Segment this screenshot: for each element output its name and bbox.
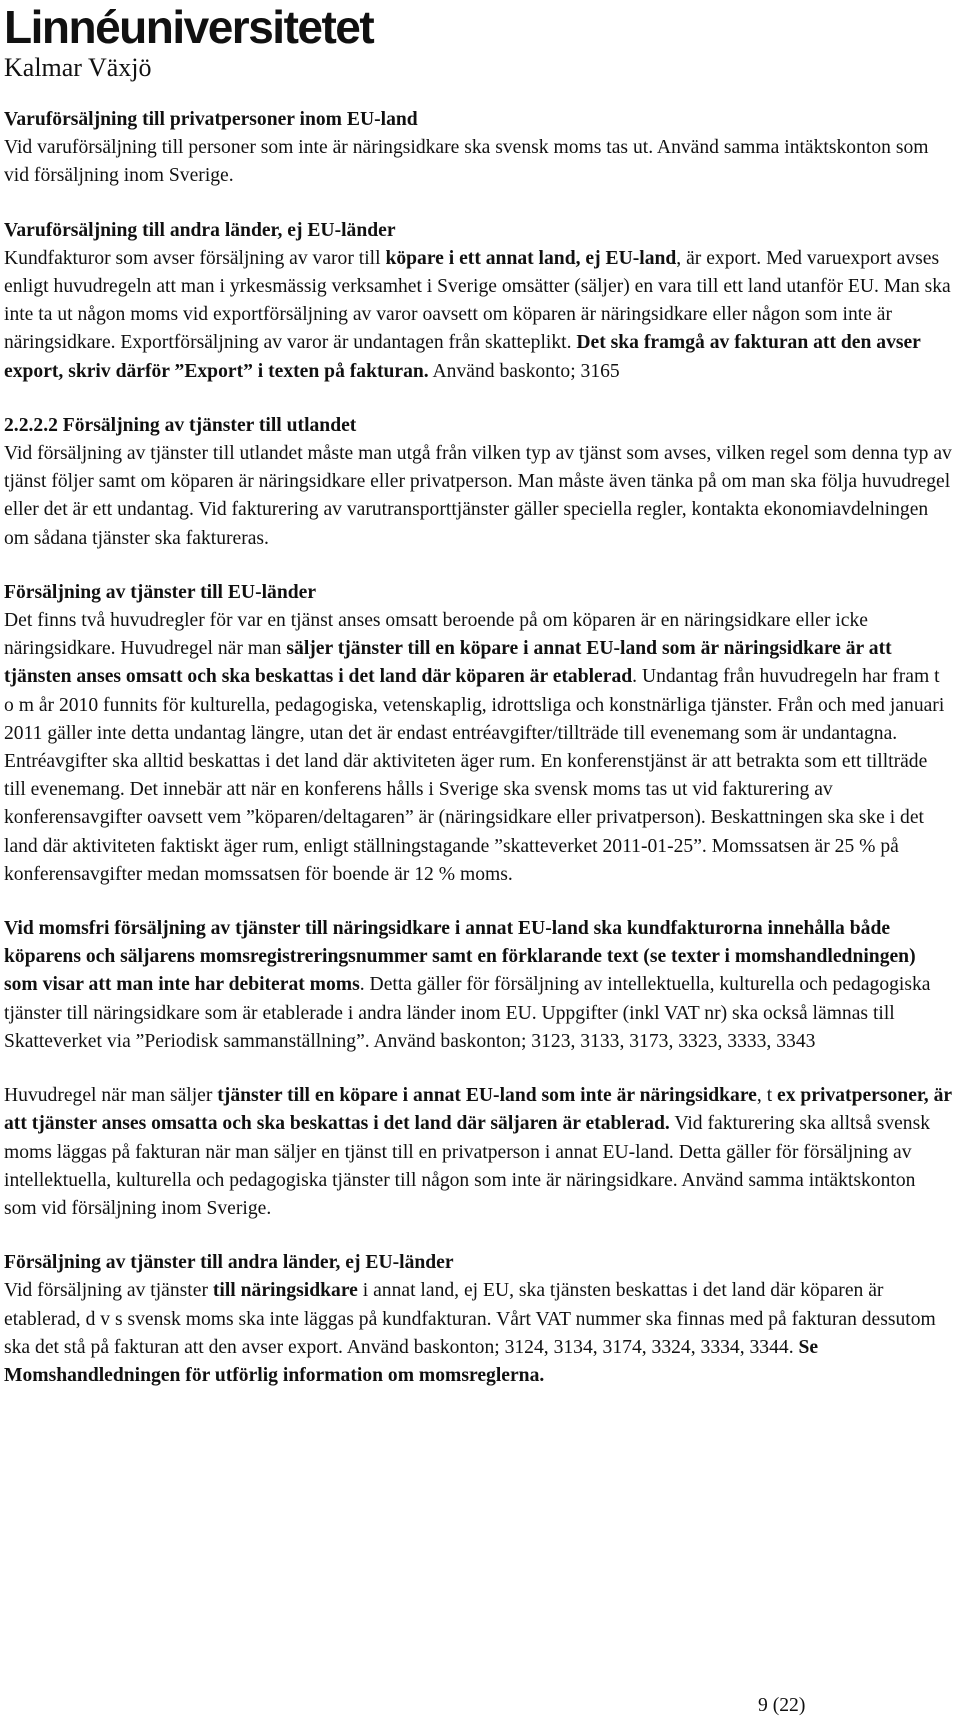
text-run: Använd baskonto; 3165 bbox=[428, 360, 620, 382]
section-services-non-eu bbox=[4, 1249, 952, 1390]
paragraph bbox=[4, 245, 952, 386]
section-eu-private-goods bbox=[4, 106, 952, 191]
section-heading: Försäljning av tjänster till EU-länder bbox=[4, 581, 317, 603]
university-logo bbox=[4, 2, 373, 82]
section-heading: Varuförsäljning till andra länder, ej EU-länder bbox=[4, 219, 396, 241]
text-run: , t bbox=[756, 1085, 778, 1107]
bold-run: till näringsidkare bbox=[212, 1280, 358, 1302]
page-number: 9 (22) bbox=[758, 1695, 806, 1716]
text-run: Vid försäljning av tjänster bbox=[4, 1280, 213, 1302]
text-run: . Detta gäller för försäljning av intellektuella, kulturella och pedagogiska tjänster till näringsidkare som är etablerade i andra länder inom EU. Uppgifter (inkl VAT nr) ska också lämnas till Skatteverket via ”Periodisk sammanställning”. Använd baskonton; 3123, 3133, 3173, 3323, 3333, 3343 bbox=[4, 974, 931, 1052]
paragraph: Vid varuförsäljning till personer som inte är näringsidkare ska svensk moms tas ut. Använd samma intäktskonton som vid försäljning inom Sverige. bbox=[4, 137, 929, 187]
section-services-eu-private bbox=[4, 1082, 952, 1223]
bold-run: tjänster till en köpare i annat EU-land som inte är näringsidkare bbox=[217, 1085, 757, 1107]
document-body bbox=[4, 106, 952, 1390]
bold-run: köpare i ett annat land, ej EU-land bbox=[385, 247, 677, 269]
section-services-eu bbox=[4, 579, 952, 889]
bold-run: Det ska framgå av fakturan att den avser export, skriv därför ”Export” i texten på fakturan. bbox=[4, 332, 921, 382]
bold-run: säljer tjänster till en köpare i annat EU-land som är näringsidkare är att tjänsten anses omsatt och ska beskattas i det land där köparen är etablerad bbox=[4, 638, 892, 688]
section-non-eu-goods bbox=[4, 217, 952, 386]
paragraph: Vid försäljning av tjänster till utlandet måste man utgå från vilken typ av tjänst som avses, vilken regel som denna typ av tjänst följer samt om köparen är näringsidkare eller privatperson. Man måste även tänka på om man ska följa huvudregel eller det är ett undantag. Vid fakturering av varutransporttjänster gäller speciella regler, kontakta ekonomiavdelningen om sådana tjänster ska faktureras. bbox=[4, 443, 952, 549]
section-heading: Försäljning av tjänster till andra länder, ej EU-länder bbox=[4, 1252, 454, 1274]
paragraph bbox=[4, 1082, 952, 1223]
section-services-abroad bbox=[4, 412, 952, 553]
section-heading: Varuförsäljning till privatpersoner inom EU-land bbox=[4, 109, 418, 130]
bold-run: Vid momsfri försäljning av tjänster till näringsidkare i annat EU-land ska kundfakturorna innehålla både köparens och säljarens momsregistreringsnummer samt en förklarande text (se texter i momshandledningen) som visar att man inte har debiterat moms bbox=[4, 918, 916, 996]
section-vat-free-services bbox=[4, 915, 952, 1056]
section-heading: 2.2.2.2 Försäljning av tjänster till utlandet bbox=[4, 414, 357, 436]
paragraph bbox=[4, 607, 952, 889]
text-run: , är export. Med varuexport avses enligt huvudregeln att man i yrkesmässig verksamhet i Sverige omsätter (säljer) en vara till ett land utanför EU. Man ska inte ta ut någon moms vid exportförsäljning av varor oavsett om köparen är näringsidkare eller någon som inte är näringsidkare. Exportförsäljning av varor är undantagen från skatteplikt. bbox=[4, 247, 951, 354]
text-run: i annat land, ej EU, ska tjänsten beskattas i det land där köparen är etablerad, d v s svensk moms ska inte läggas på kundfakturan. Vårt VAT nummer ska finnas med på fakturan dessutom ska det stå på fakturan att den avser export. Använd baskonton; 3124, 3134, 3174, 3324, 3334, 3344. bbox=[4, 1280, 936, 1358]
logo-cities: Kalmar Växjö bbox=[4, 53, 152, 82]
text-run: Huvudregel när man säljer bbox=[4, 1085, 218, 1107]
text-run: . Undantag från huvudregeln har fram t o m år 2010 funnits för kulturella, pedagogiska, vetenskaplig, idrottsliga och konstnärliga tjänster. Från och med januari 2011 gäller inte detta undantag längre, utan det är endast entréavgifter/tillträde till evenemang som är undantagna. Entréavgifter ska alltid beskattas i det land där aktiviteten äger rum. En konferenstjänst är att betrakta som ett tillträde till evenemang. Det innebär att när en konferens hålls i Sverige ska svensk moms tas ut vid fakturering av konferensavgifter oavsett vem ”köparen/deltagaren” är (näringsidkare eller privatperson). Beskattningen ska ske i det land där aktiviteten faktiskt äger rum, enligt ställningstagande ”skatteverket 2011-01-25”. Momssatsen är 25 % på konferensavgifter medan momssatsen för boende är 12 % moms. bbox=[4, 666, 945, 885]
bold-run: Se Momshandledningen för utförlig information om momsreglerna. bbox=[4, 1336, 819, 1386]
logo-wordmark: Linnéuniversitetet bbox=[4, 1, 374, 53]
bold-run: ex privatpersoner, är att tjänster anses omsatta och ska beskattas i det land där säljaren är etablerad. bbox=[4, 1085, 952, 1135]
text-run: Kundfakturor som avser försäljning av varor till bbox=[4, 247, 386, 269]
text-run: Det finns två huvudregler för var en tjänst anses omsatt beroende på om köparen är en näringsidkare eller icke näringsidkare. Huvudregel när man bbox=[4, 610, 868, 660]
paragraph bbox=[4, 1277, 952, 1390]
text-run: Vid fakturering ska alltså svensk moms läggas på fakturan när man säljer en tjänst till en privatperson i annat EU-land. Detta gäller för försäljning av intellektuella, kulturella och pedagogiska tjänster till någon som inte är näringsidkare. Använd samma intäktskonton som vid försäljning inom Sverige. bbox=[4, 1113, 931, 1219]
paragraph bbox=[4, 915, 952, 1056]
